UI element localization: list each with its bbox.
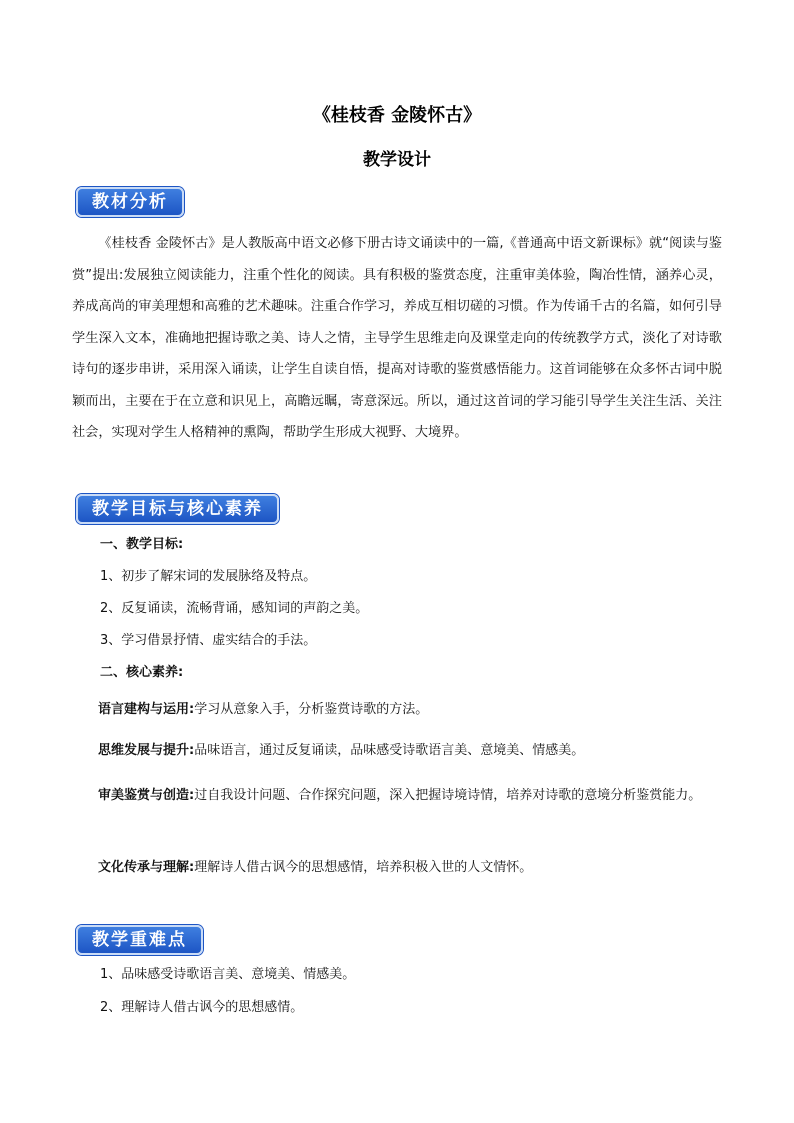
section-tag-key: 教学重难点 [76, 925, 203, 955]
core-item-label: 文化传承与理解: [98, 860, 195, 875]
core-item-culture [72, 852, 722, 884]
goals-heading-core: 二、核心素养: [100, 665, 184, 680]
goal-item: 1、初步了解宋词的发展脉络及特点。 [100, 569, 317, 584]
section-tag-goals: 教学目标与核心素养 [76, 494, 279, 524]
goal-item: 2、反复诵读，流畅背诵，感知词的声韵之美。 [100, 601, 369, 616]
document-subtitle: 教学设计 [363, 150, 431, 170]
key-item: 2、理解诗人借古讽今的思想感情。 [100, 1000, 304, 1015]
core-item-thinking [72, 735, 722, 767]
core-item-text: 理解诗人借古讽今的思想感情，培养积极入世的人文情怀。 [194, 860, 533, 875]
core-item-text: 过自我设计问题、合作探究问题，深入把握诗境诗情，培养对诗歌的意境分析鉴赏能力。 [194, 788, 702, 803]
analysis-paragraph: 《桂枝香 金陵怀古》是人教版高中语文必修下册古诗文诵读中的一篇,《普通高中语文新课标》就“阅读与鉴赏”提出:发展独立阅读能力，注重个性化的阅读。具有积极的鉴赏态度，注重审美体验，陶冶性情，涵养心灵，养成高尚的审美理想和高雅的艺术趣味。注重合作学习，养成互相切磋的习惯。作为传诵千古的名篇，如何引导学生深入文本，准确地把握诗歌之美、诗人之情，主导学生思维走向及课堂走向的传统教学方式，淡化了对诗歌诗句的逐步串讲，采用深入诵读，让学生自读自悟，提高对诗歌的鉴赏感悟能力。这首词能够在众多怀古词中脱颖而出，主要在于在立意和识见上，高瞻远瞩，寄意深远。所以，通过这首词的学习能引导学生关注生活、关注社会，实现对学生人格精神的熏陶，帮助学生形成大视野、大境界。 [72, 236, 722, 440]
core-item-label: 语言建构与运用: [98, 702, 195, 717]
core-item-label: 审美鉴赏与创造: [98, 788, 195, 803]
goal-item: 3、学习借景抒情、虚实结合的手法。 [100, 633, 317, 648]
key-item: 1、品味感受诗歌语言美、意境美、情感美。 [100, 967, 356, 982]
goals-heading-teaching: 一、教学目标: [100, 537, 184, 552]
core-item-text: 品味语言，通过反复诵读，品味感受诗歌语言美、意境美、情感美。 [194, 743, 585, 758]
core-item-aesthetic [72, 780, 722, 812]
core-item-label: 思维发展与提升: [98, 743, 195, 758]
core-item-text: 学习从意象入手，分析鉴赏诗歌的方法。 [194, 702, 429, 717]
document-title: 《桂枝香 金陵怀古》 [312, 105, 482, 126]
section-tag-analysis: 教材分析 [76, 187, 184, 217]
core-item-language [72, 694, 722, 726]
